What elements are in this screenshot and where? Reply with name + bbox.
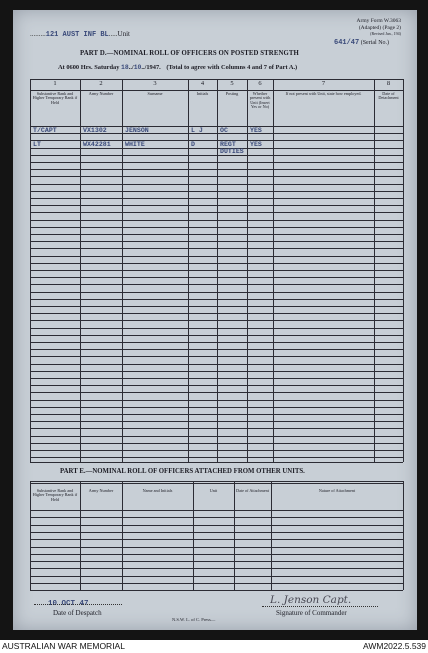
table-row-rule [30,284,403,285]
table-row-rule [30,457,403,458]
column-header-2: Army Number [88,91,114,96]
column-header-4: Initials [196,91,209,96]
part-e-column-rule-7 [403,481,404,590]
part-e-column-header-5: Date of Attachment [236,488,269,493]
table-row-rule [30,349,403,350]
part-e-column-header-3: Name and Initials [142,488,173,493]
table-row-rule [30,234,403,235]
entry-number: VX1302 [83,127,107,134]
column-number-5: 5 [230,80,234,87]
column-header-1: Substantive Rank and Higher Temporary Rank if Held [32,91,78,105]
form-line-2: (Adapted) (Page 2) [358,24,401,31]
table-row-rule [30,263,403,264]
part-e-bottom-rule [30,590,403,591]
table-row-rule [30,414,403,415]
table-row-rule [30,277,403,278]
form-line-3: (Revised Jan., 194) [370,31,401,36]
entry-number: WX42281 [83,141,111,148]
table-row-rule [30,292,403,293]
entry-present: YES [250,141,262,148]
table-row-rule [30,256,403,257]
table-row-rule [30,328,403,329]
table-row-rule [30,371,403,372]
serial-value: 641/47 [334,39,360,47]
entry-initials: D [191,141,195,148]
entry-posting-line-2: DUTIES [220,148,244,155]
column-header-6: Whether present with Unit (Insert Yes or No) [249,91,271,110]
part-e-row-rule [30,561,403,562]
entry-posting: OC [220,127,228,134]
table-row-rule [30,436,403,437]
column-rule-9 [403,79,404,462]
part-d-date-line: At 0600 Hrs. Saturday 18../10../1947. (Total to agree with Columns 4 and 7 of Part A.) [58,64,298,71]
entry-initials: L J [191,127,203,134]
part-d-title: PART D.—NOMINAL ROLL OF OFFICERS ON POSTED STRENGTH [80,50,299,57]
despatch-dots [34,604,122,605]
table-row-rule [30,176,403,177]
table-row-rule [30,212,403,213]
at-suffix: (Total to agree with Columns 4 and 7 of Part A.) [166,64,298,71]
entry-posting: REGT [220,141,236,148]
table-row-rule [30,407,403,408]
table-row-rule [30,205,403,206]
table-row-rule [30,428,403,429]
entry-rank: LT [33,141,41,148]
part-e-row-rule [30,568,403,569]
table-row-rule [30,392,403,393]
entry-surname: JENSON [125,127,149,134]
unit-label: Unit [117,30,130,38]
entry-rank: T/CAPT [33,127,57,134]
part-e-row-rule [30,532,403,533]
serial-label: (Serial No.) [360,40,390,46]
serial-field [334,39,389,47]
caption-bar [0,640,428,653]
table-row-rule [30,162,403,163]
part-e-column-rule-5 [234,481,235,590]
table-row-rule [30,450,403,451]
unit-field: .........121 AUST INF BL.....Unit [30,30,130,39]
part-e-row-rule [30,576,403,577]
column-number-2: 2 [99,80,103,87]
table-row-rule [30,191,403,192]
part-e-column-header-2: Army Number [88,488,114,493]
table-row-rule [30,356,403,357]
caption-right: AWM2022.5.539 [363,641,426,651]
part-e-title: PART E.—NOMINAL ROLL OF OFFICERS ATTACHED FROM OTHER UNITS. [60,468,305,475]
table-row-rule [30,169,403,170]
table-row-rule [30,342,403,343]
table-row-rule [30,227,403,228]
form-number [337,18,401,38]
table-row-rule [30,313,403,314]
column-number-6: 6 [258,80,262,87]
despatch-label: Date of Despatch [53,609,102,617]
table-row-rule [30,184,403,185]
table-row-rule [30,421,403,422]
part-e-row-rule [30,554,403,555]
column-number-1: 1 [53,80,57,87]
part-e-row-rule [30,517,403,518]
column-header-8: Date of Detachment [378,91,399,101]
date-year: 1947 [146,64,160,71]
printer-imprint: N.S.W. L. of C. Press— [172,617,216,622]
column-number-4: 4 [200,80,205,87]
column-number-7: 7 [321,80,326,87]
date-month: 10 [133,64,142,71]
table-row-rule [30,335,403,336]
table-row-rule [30,378,403,379]
table-row-rule [30,400,403,401]
column-number-8: 8 [386,80,391,87]
table-row-rule [30,155,403,156]
table-row-rule [30,299,403,300]
part-e-column-rule-6 [271,481,272,590]
table-row-rule [30,385,403,386]
table-row-rule [30,198,403,199]
table-row-rule [30,248,403,249]
at-prefix: At 0600 Hrs. Saturday [58,64,120,71]
part-e-column-rule-3 [122,481,123,590]
part-e-column-rule-2 [80,481,81,590]
part-e-row-rule [30,547,403,548]
unit-value: 121 AUST INF BL [45,31,109,39]
table-row-rule [30,364,403,365]
part-e-column-header-4: Unit [209,488,218,493]
signature-label: Signature of Commander [276,609,347,617]
table-row-rule [30,270,403,271]
signature-dots [262,606,378,607]
table-row-rule [30,241,403,242]
caption-left: AUSTRALIAN WAR MEMORIAL [2,641,125,651]
part-e-row-rule [30,539,403,540]
column-header-3: Surname [147,91,163,96]
part-e-column-header-1: Substantive Rank and Higher Temporary Rank if Held [32,488,78,502]
table-bottom-rule [30,462,403,463]
table-row-rule [30,220,403,221]
table-row-rule [30,443,403,444]
entry-present: YES [250,127,262,134]
form-line-1: Army Form W.3063 [356,18,401,24]
part-e-row-rule [30,525,403,526]
table-row-rule [30,306,403,307]
part-e-top-rule [30,481,403,482]
part-e-column-rule-4 [193,481,194,590]
entry-surname: WHITE [125,141,145,148]
table-row-rule [30,320,403,321]
commander-signature: L. Jenson Capt. [270,594,352,606]
despatch-date: 10 OCT 47 [48,600,89,608]
part-e-header-rule [30,510,403,511]
part-e-column-header-6: Nature of Attachment [318,488,356,493]
column-number-3: 3 [153,80,157,87]
date-day: 18 [121,64,129,71]
column-header-5: Posting [225,91,239,96]
part-e-row-rule [30,583,403,584]
part-e-top-rule-double [30,483,403,484]
column-header-7: If not present with Unit, state how employed. [285,91,362,96]
